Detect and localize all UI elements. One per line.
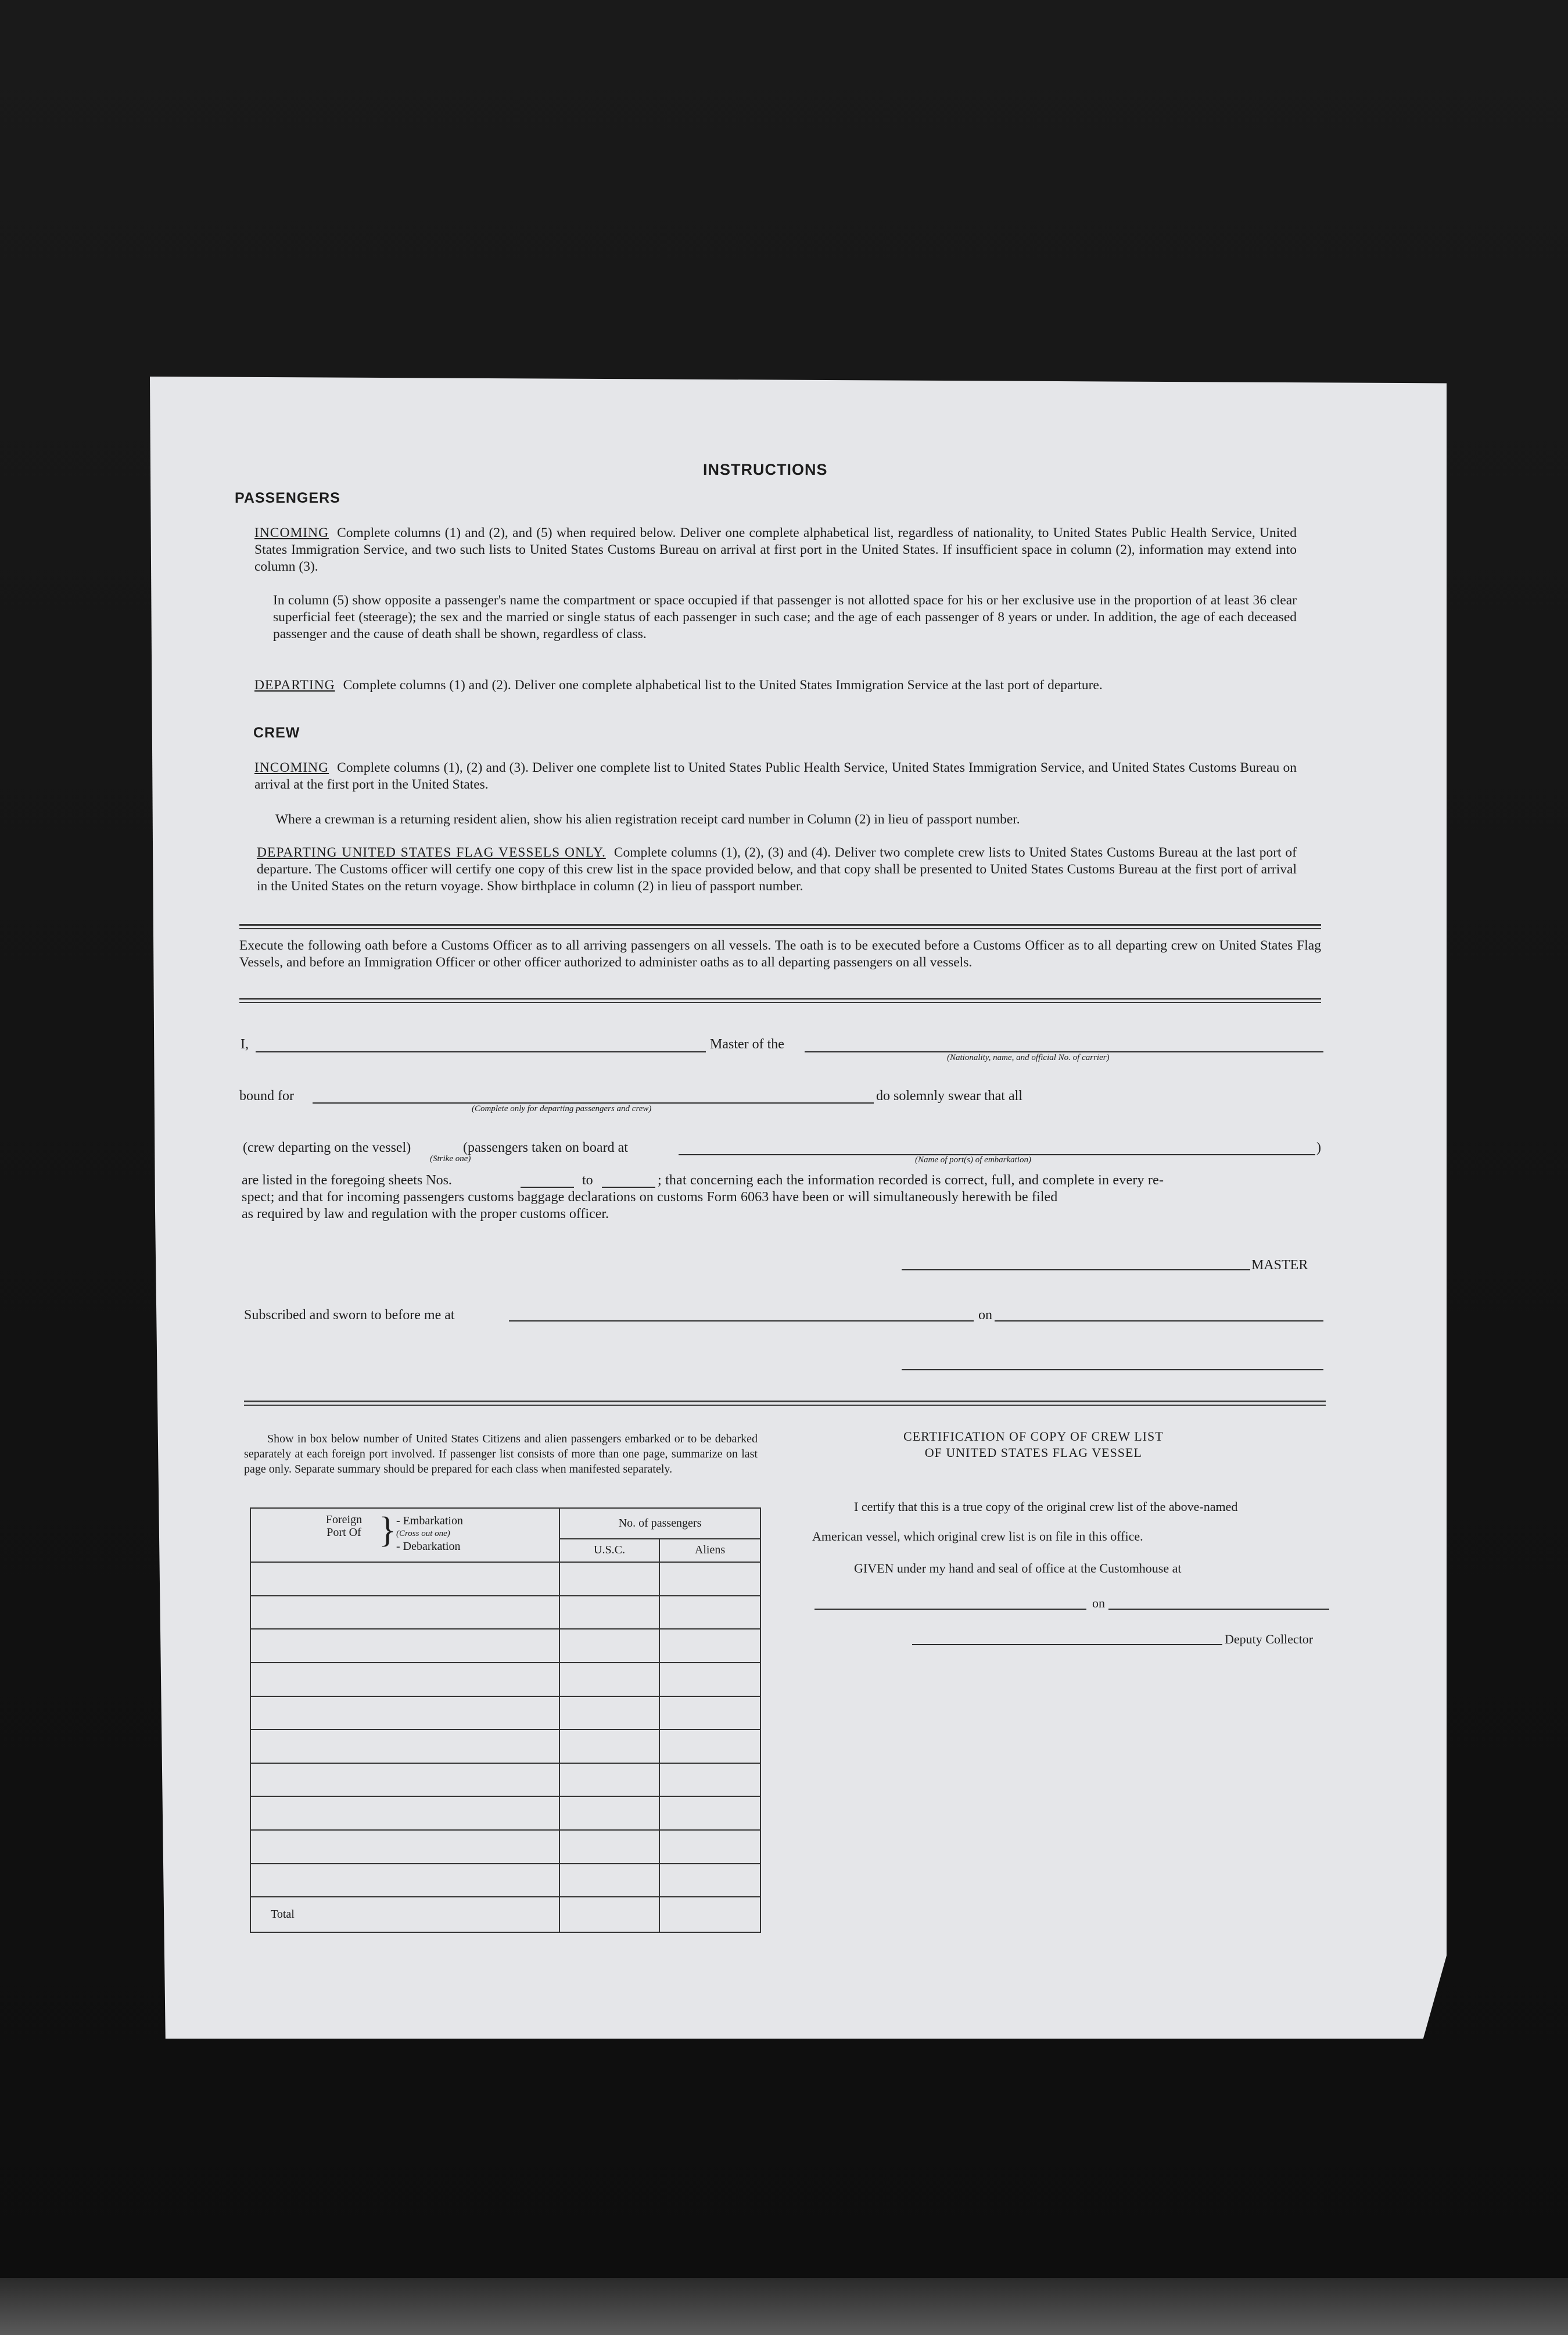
flag-vessels-paragraph — [257, 844, 1297, 895]
bound-caption: (Complete only for departing passengers and crew) — [472, 1104, 652, 1113]
subscribed-place-field[interactable] — [509, 1320, 974, 1322]
deputy-signature-field[interactable] — [912, 1644, 1222, 1645]
aliens-cell[interactable] — [659, 1763, 760, 1797]
usc-cell[interactable] — [559, 1729, 659, 1763]
usc-cell[interactable] — [559, 1562, 659, 1596]
aliens-cell[interactable] — [659, 1562, 760, 1596]
foreign-port-label: Foreign Port Of — [325, 1513, 363, 1539]
port-cell[interactable] — [250, 1596, 559, 1630]
usc-cell[interactable] — [559, 1763, 659, 1797]
swear-label: do solemnly swear that all — [876, 1088, 1022, 1104]
master-signature-field[interactable] — [902, 1269, 1250, 1270]
brace-glyph: } — [379, 1510, 396, 1550]
foreign-port-header — [250, 1508, 559, 1562]
divider-oath-1 — [239, 998, 1321, 1000]
close-paren: ) — [1316, 1140, 1321, 1155]
usc-cell[interactable] — [559, 1864, 659, 1897]
passengers-heading: PASSENGERS — [235, 490, 340, 506]
divider-bottom-2 — [244, 1405, 1326, 1406]
listed-text-1: are listed in the foregoing sheets Nos. — [242, 1173, 452, 1188]
embark-debark-labels — [396, 1514, 463, 1553]
aliens-cell[interactable] — [659, 1729, 760, 1763]
subscribed-date-field[interactable] — [995, 1320, 1323, 1322]
ports-caption: (Name of port(s) of embarkation) — [915, 1155, 1031, 1165]
port-cell[interactable] — [250, 1830, 559, 1864]
scan-bottom-strip — [0, 2278, 1568, 2335]
port-cell[interactable] — [250, 1562, 559, 1596]
certify-text-2: American vessel, which original crew list is on file in this office. — [812, 1529, 1143, 1543]
port-cell[interactable] — [250, 1729, 559, 1763]
aliens-cell[interactable] — [659, 1696, 760, 1730]
port-cell[interactable] — [250, 1696, 559, 1730]
subscribed-on-label: on — [978, 1308, 992, 1323]
crew-heading: CREW — [253, 725, 300, 741]
aliens-cell[interactable] — [659, 1629, 760, 1663]
port-cell[interactable] — [250, 1663, 559, 1696]
port-cell[interactable] — [250, 1763, 559, 1797]
port-cell[interactable] — [250, 1796, 559, 1830]
usc-cell[interactable] — [559, 1830, 659, 1864]
aliens-cell[interactable] — [659, 1596, 760, 1630]
cert-on-label: on — [1092, 1596, 1105, 1610]
vessel-caption: (Nationality, name, and official No. of carrier) — [947, 1053, 1110, 1062]
usc-cell[interactable] — [559, 1696, 659, 1730]
i-label: I, — [241, 1037, 249, 1052]
listed-to-label: to — [582, 1173, 593, 1188]
column5-paragraph: In column (5) show opposite a passenger's name the compartment or space occupied if that passenger is not allotted space for his or her exclusive use in the proportion of at least 36 clear superficial feet (steerage); the sex and the married or single status of each passenger in such case; and the age of each passenger of 8 years or under. In addition, the age of each deceased passenger and the cause of death shall be shown, regardless of class. — [273, 593, 1297, 642]
crew-incoming-lead: INCOMING — [254, 760, 329, 775]
cert-date-field[interactable] — [1108, 1609, 1329, 1610]
divider-oath-2 — [239, 1002, 1321, 1003]
port-cell[interactable] — [250, 1864, 559, 1897]
master-label: MASTER — [1251, 1258, 1308, 1273]
bound-for-field[interactable] — [313, 1102, 874, 1104]
listed-text-3: spect; and that for incoming passengers customs baggage declarations on customs Form 6063 have been or will simultaneously herewith be filed — [242, 1190, 1058, 1205]
cross-out-caption: (Cross out one) — [396, 1529, 450, 1538]
divider-top-2 — [239, 928, 1321, 929]
embarkation-label: - Embarkation — [396, 1514, 463, 1527]
passengers-departing-paragraph — [254, 677, 1297, 694]
crew-incoming-paragraph — [254, 760, 1297, 793]
listed-text-2: ; that concerning each the information recorded is correct, full, and complete in every re- — [658, 1173, 1164, 1188]
deputy-collector-label: Deputy Collector — [1225, 1632, 1314, 1646]
crew-incoming-text: Complete columns (1), (2) and (3). Deliver one complete list to United States Public Health Service, United States Immigration Service, and United States Customs Bureau on arrival at the first port in the United States. — [254, 760, 1297, 792]
departing-lead: DEPARTING — [254, 678, 335, 693]
usc-cell[interactable] — [559, 1663, 659, 1696]
bound-for-label: bound for — [239, 1088, 294, 1104]
certification-title-line2: OF UNITED STATES FLAG VESSEL — [924, 1445, 1142, 1460]
incoming-text: Complete columns (1) and (2), and (5) when required below. Deliver one complete alphabetical list, regardless of nationality, to United States Public Health Service, United States Immigration Service, and two such lists to United States Customs Bureau on arrival at first port in the United States. If insufficient space in column (2), information may extend into column (3). — [254, 525, 1297, 574]
officer-signature-field[interactable] — [902, 1369, 1323, 1370]
flag-text: Complete columns (1), (2), (3) and (4). Deliver two complete crew lists to United States Customs Bureau at the last port of departure. The Customs officer will certify one copy of this crew list in the space provided below, and that copy shall be presented to United States Customs Bureau at the first port of arrival in the United States on the return voyage. Show birthplace in column (2) in lieu of passport number. — [257, 845, 1297, 894]
departing-text: Complete columns (1) and (2). Deliver one complete alphabetical list to the United States Immigration Service at the last port of departure. — [343, 678, 1103, 693]
passengers-taken-label: (passengers taken on board at — [463, 1140, 628, 1155]
summary-note: Show in box below number of United States Citizens and alien passengers embarked or to be debarked separately at each foreign port involved. If passenger list consists of more than one page, summarize on last page only. Separate summary should be prepared for each class when manifested separately. — [244, 1432, 758, 1476]
passengers-incoming-paragraph — [254, 525, 1297, 575]
crewman-paragraph: Where a crewman is a returning resident alien, show his alien registration receipt card number in Column (2) in lieu of passport number. — [275, 812, 1020, 827]
aliens-cell[interactable] — [659, 1796, 760, 1830]
usc-cell[interactable] — [559, 1596, 659, 1630]
crew-departing-label: (crew departing on the vessel) — [243, 1140, 411, 1155]
no-passengers-header: No. of passengers — [559, 1508, 760, 1539]
aliens-header: Aliens — [659, 1539, 760, 1562]
divider-bottom-1 — [244, 1401, 1326, 1402]
sheet-from-field[interactable] — [521, 1187, 574, 1188]
divider-top-1 — [239, 924, 1321, 926]
certification-title — [903, 1428, 1164, 1461]
subscribed-label: Subscribed and sworn to before me at — [244, 1308, 455, 1323]
cert-place-field[interactable] — [815, 1609, 1086, 1610]
passenger-summary-table — [250, 1507, 761, 1933]
certify-text-1: I certify that this is a true copy of the original crew list of the above-named — [854, 1499, 1238, 1514]
usc-cell[interactable] — [559, 1629, 659, 1663]
certification-title-line1: CERTIFICATION OF COPY OF CREW LIST — [903, 1429, 1164, 1444]
master-of-label: Master of the — [710, 1037, 784, 1052]
total-aliens-cell[interactable] — [659, 1897, 760, 1932]
listed-text-4: as required by law and regulation with the proper customs officer. — [242, 1206, 609, 1222]
total-usc-cell[interactable] — [559, 1897, 659, 1932]
usc-header: U.S.C. — [559, 1539, 659, 1562]
incoming-lead: INCOMING — [254, 525, 329, 540]
flag-lead: DEPARTING UNITED STATES FLAG VESSELS ONLY. — [257, 845, 606, 860]
strike-caption: (Strike one) — [430, 1154, 471, 1163]
given-text: GIVEN under my hand and seal of office at the Customhouse at — [854, 1561, 1182, 1575]
vessel-field[interactable] — [805, 1051, 1323, 1052]
port-cell[interactable] — [250, 1629, 559, 1663]
usc-cell[interactable] — [559, 1796, 659, 1830]
aliens-cell[interactable] — [659, 1830, 760, 1864]
aliens-cell[interactable] — [659, 1663, 760, 1696]
instructions-title: INSTRUCTIONS — [703, 461, 828, 478]
sheet-to-field[interactable] — [602, 1187, 655, 1188]
debarkation-label: - Debarkation — [396, 1540, 461, 1553]
total-label: Total — [250, 1897, 559, 1932]
aliens-cell[interactable] — [659, 1864, 760, 1897]
oath-intro: Execute the following oath before a Customs Officer as to all arriving passengers on all vessels. The oath is to be executed before a Customs Officer as to all departing crew on United States Flag Vessels, and before an Immigration Officer or other officer authorized to administer oaths as to all departing passengers on all vessels. — [239, 938, 1321, 970]
master-name-field[interactable] — [256, 1051, 706, 1052]
